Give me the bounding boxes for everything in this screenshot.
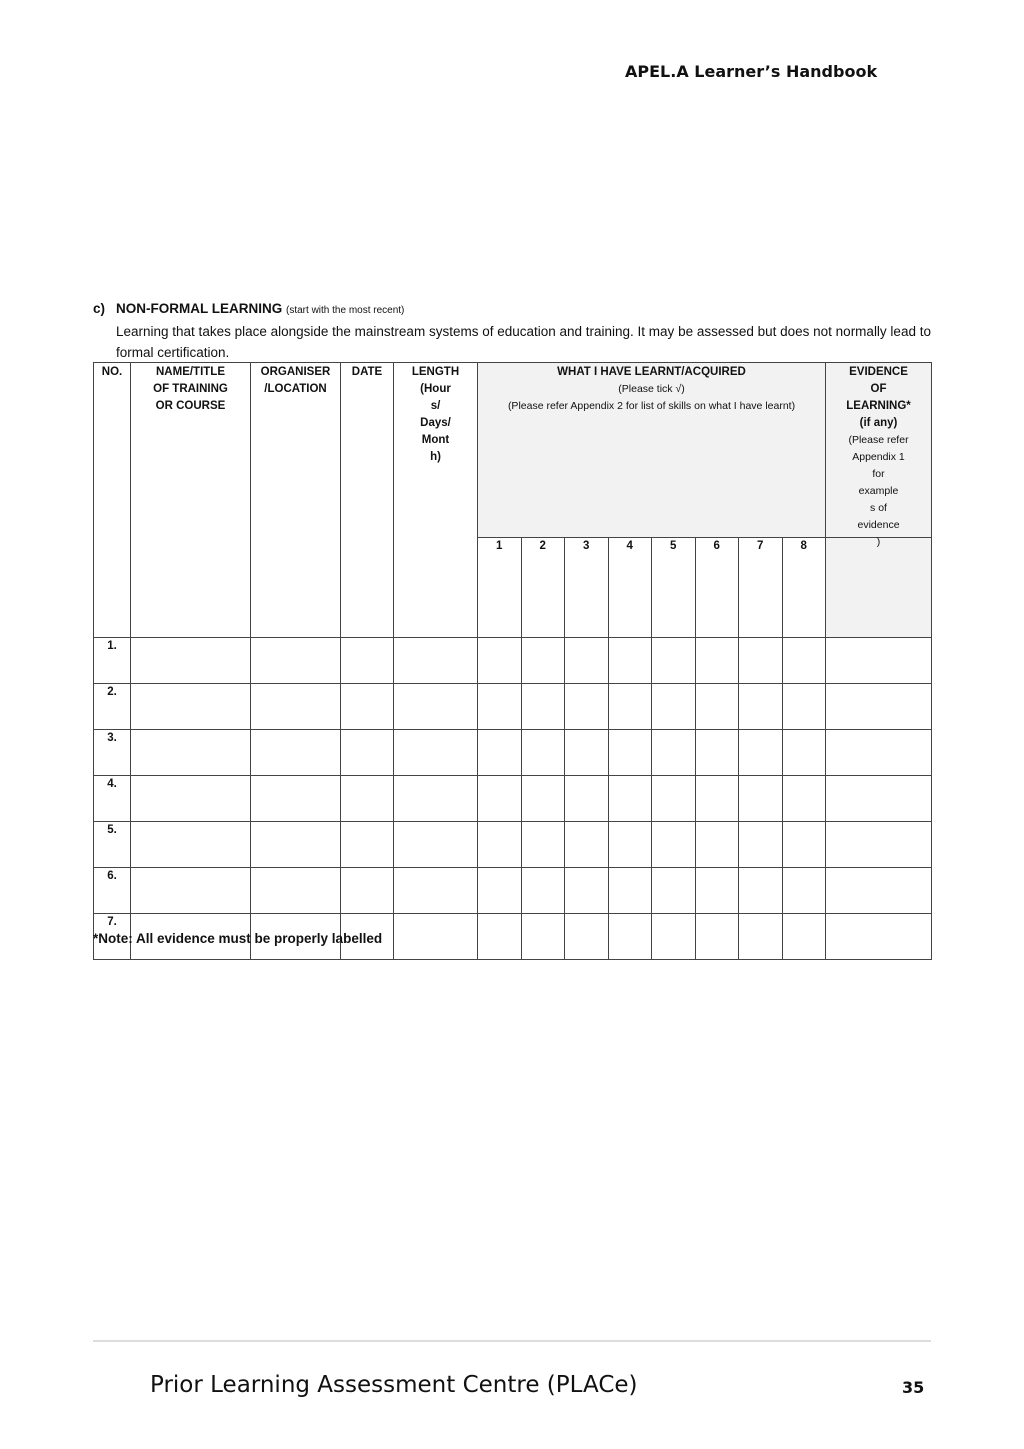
entry-cell[interactable] xyxy=(478,684,522,730)
entry-cell[interactable] xyxy=(521,638,565,684)
entry-cell[interactable] xyxy=(782,638,826,684)
entry-cell[interactable] xyxy=(739,638,783,684)
entry-cell[interactable] xyxy=(782,684,826,730)
entry-cell[interactable] xyxy=(565,868,609,914)
entry-cell[interactable] xyxy=(478,638,522,684)
evidence-subheader-cell xyxy=(826,538,932,638)
section-heading xyxy=(93,298,933,321)
header-name-line: OF TRAINING xyxy=(153,383,228,395)
entry-cell[interactable] xyxy=(565,684,609,730)
table-row xyxy=(94,776,932,822)
entry-cell[interactable] xyxy=(826,822,932,868)
entry-cell[interactable] xyxy=(251,868,341,914)
entry-cell[interactable] xyxy=(521,868,565,914)
row-number: 6. xyxy=(94,868,131,914)
entry-cell[interactable] xyxy=(826,684,932,730)
row-number: 5. xyxy=(94,822,131,868)
entry-cell[interactable] xyxy=(782,822,826,868)
header-evidence-note: (Please refer xyxy=(848,434,909,446)
skill-number: 7 xyxy=(739,538,783,638)
entry-cell[interactable] xyxy=(652,822,696,868)
entry-cell[interactable] xyxy=(608,730,652,776)
entry-cell[interactable] xyxy=(521,776,565,822)
entry-cell[interactable] xyxy=(341,730,394,776)
header-length-line: Mont xyxy=(421,434,450,446)
entry-cell[interactable] xyxy=(695,730,739,776)
header-evidence-note: ) xyxy=(876,536,881,548)
header-learnt-title: WHAT I HAVE LEARNT/ACQUIRED xyxy=(557,366,746,378)
entry-cell[interactable] xyxy=(695,822,739,868)
entry-cell[interactable] xyxy=(394,776,478,822)
row-number: 7. xyxy=(94,914,131,960)
entry-cell[interactable] xyxy=(565,776,609,822)
entry-cell[interactable] xyxy=(251,684,341,730)
header-no: NO. xyxy=(94,363,131,638)
header-length xyxy=(394,363,478,638)
entry-cell[interactable] xyxy=(782,730,826,776)
entry-cell[interactable] xyxy=(565,822,609,868)
section-title: NON-FORMAL LEARNING xyxy=(116,301,283,316)
footer-centre-name: Prior Learning Assessment Centre (PLACe) xyxy=(150,1372,638,1398)
entry-cell[interactable] xyxy=(394,730,478,776)
entry-cell[interactable] xyxy=(341,868,394,914)
entry-cell[interactable] xyxy=(478,822,522,868)
non-formal-learning-table xyxy=(93,362,932,960)
entry-cell[interactable] xyxy=(826,776,932,822)
entry-cell[interactable] xyxy=(652,684,696,730)
entry-cell[interactable] xyxy=(478,730,522,776)
header-what-learnt xyxy=(478,363,826,538)
entry-cell[interactable] xyxy=(739,730,783,776)
entry-cell[interactable] xyxy=(695,914,739,960)
table-row xyxy=(94,684,932,730)
header-evidence-line: EVIDENCE xyxy=(849,366,908,378)
non-formal-learning-section xyxy=(93,298,933,363)
entry-cell[interactable] xyxy=(394,822,478,868)
entry-cell[interactable] xyxy=(521,730,565,776)
entry-cell[interactable] xyxy=(478,776,522,822)
entry-cell[interactable] xyxy=(131,684,251,730)
entry-cell[interactable] xyxy=(341,684,394,730)
entry-cell[interactable] xyxy=(739,684,783,730)
entry-cell[interactable] xyxy=(652,638,696,684)
page-number: 35 xyxy=(902,1378,925,1397)
entry-cell[interactable] xyxy=(739,822,783,868)
header-evidence-note: evidence xyxy=(857,519,900,531)
header-name-line: NAME/TITLE xyxy=(156,366,225,378)
entry-cell[interactable] xyxy=(695,684,739,730)
entry-cell[interactable] xyxy=(394,914,478,960)
entry-cell[interactable] xyxy=(782,776,826,822)
entry-cell[interactable] xyxy=(565,914,609,960)
header-length-line: s/ xyxy=(430,400,441,412)
entry-cell[interactable] xyxy=(826,730,932,776)
entry-cell[interactable] xyxy=(826,868,932,914)
section-description: Learning that takes place alongside the mainstream systems of education and training. It may be assessed but does not normally lead to formal certification. xyxy=(116,324,931,360)
entry-cell[interactable] xyxy=(478,914,522,960)
footer-divider xyxy=(93,1340,931,1342)
entry-cell[interactable] xyxy=(251,776,341,822)
header-learnt-refer: (Please refer Appendix 2 for list of skills on what I have learnt) xyxy=(507,400,796,412)
entry-cell[interactable] xyxy=(739,868,783,914)
header-length-line: h) xyxy=(430,451,441,463)
skill-number: 2 xyxy=(521,538,565,638)
skill-number: 4 xyxy=(608,538,652,638)
entry-cell[interactable] xyxy=(341,822,394,868)
header-evidence-note: example xyxy=(858,485,899,497)
entry-cell[interactable] xyxy=(782,914,826,960)
entry-cell[interactable] xyxy=(341,776,394,822)
entry-cell[interactable] xyxy=(565,730,609,776)
entry-cell[interactable] xyxy=(652,730,696,776)
entry-cell[interactable] xyxy=(251,730,341,776)
entry-cell[interactable] xyxy=(251,822,341,868)
table-row xyxy=(94,638,932,684)
entry-cell[interactable] xyxy=(521,822,565,868)
section-letter: c) xyxy=(93,301,106,316)
entry-cell[interactable] xyxy=(131,638,251,684)
entry-cell[interactable] xyxy=(826,914,932,960)
entry-cell[interactable] xyxy=(521,684,565,730)
entry-cell[interactable] xyxy=(782,868,826,914)
header-length-line: LENGTH xyxy=(411,366,460,378)
evidence-note: *Note: All evidence must be properly labelled xyxy=(93,931,383,946)
entry-cell[interactable] xyxy=(608,822,652,868)
entry-cell[interactable] xyxy=(394,868,478,914)
entry-cell[interactable] xyxy=(394,638,478,684)
entry-cell[interactable] xyxy=(652,776,696,822)
header-learnt-tick: (Please tick √) xyxy=(618,383,685,395)
entry-cell[interactable] xyxy=(652,868,696,914)
header-organiser-line: ORGANISER xyxy=(260,366,331,378)
table-row xyxy=(94,822,932,868)
header-evidence-line: (if any) xyxy=(859,417,898,429)
table-row xyxy=(94,730,932,776)
section-hint: (start with the most recent) xyxy=(286,305,405,316)
entry-cell[interactable] xyxy=(131,868,251,914)
entry-cell[interactable] xyxy=(608,914,652,960)
entry-cell[interactable] xyxy=(394,684,478,730)
entry-cell[interactable] xyxy=(695,868,739,914)
entry-cell[interactable] xyxy=(521,914,565,960)
header-length-line: Days/ xyxy=(420,417,451,429)
skill-number: 6 xyxy=(695,538,739,638)
skill-number: 3 xyxy=(565,538,609,638)
header-evidence-line: OF xyxy=(870,383,887,395)
header-organiser-line: /LOCATION xyxy=(264,383,327,395)
entry-cell[interactable] xyxy=(131,730,251,776)
skill-number: 1 xyxy=(478,538,522,638)
entry-cell[interactable] xyxy=(478,868,522,914)
header-evidence-line: LEARNING* xyxy=(846,400,911,412)
entry-cell[interactable] xyxy=(652,914,696,960)
header-organiser xyxy=(251,363,341,638)
row-number: 4. xyxy=(94,776,131,822)
handbook-title: APEL.A Learner’s Handbook xyxy=(625,62,878,81)
row-number: 2. xyxy=(94,684,131,730)
header-name-line: OR COURSE xyxy=(155,400,226,412)
entry-cell[interactable] xyxy=(695,638,739,684)
row-number: 3. xyxy=(94,730,131,776)
header-date: DATE xyxy=(341,363,394,638)
header-evidence-note: for xyxy=(872,468,885,480)
entry-cell[interactable] xyxy=(739,776,783,822)
header-evidence-note: s of xyxy=(870,502,887,514)
header-evidence xyxy=(826,363,932,548)
skill-number: 8 xyxy=(782,538,826,638)
entry-cell[interactable] xyxy=(608,638,652,684)
entry-cell[interactable] xyxy=(826,638,932,684)
header-length-line: (Hour xyxy=(420,383,451,395)
entry-cell[interactable] xyxy=(695,776,739,822)
header-name-title xyxy=(131,363,251,638)
entry-cell[interactable] xyxy=(341,638,394,684)
header-evidence-note: Appendix 1 xyxy=(852,451,905,463)
entry-cell[interactable] xyxy=(131,822,251,868)
entry-cell[interactable] xyxy=(251,638,341,684)
entry-cell[interactable] xyxy=(608,684,652,730)
entry-cell[interactable] xyxy=(565,638,609,684)
row-number: 1. xyxy=(94,638,131,684)
skill-number: 5 xyxy=(652,538,696,638)
entry-cell[interactable] xyxy=(739,914,783,960)
table-row xyxy=(94,868,932,914)
entry-cell[interactable] xyxy=(131,776,251,822)
entry-cell[interactable] xyxy=(608,776,652,822)
entry-cell[interactable] xyxy=(608,868,652,914)
